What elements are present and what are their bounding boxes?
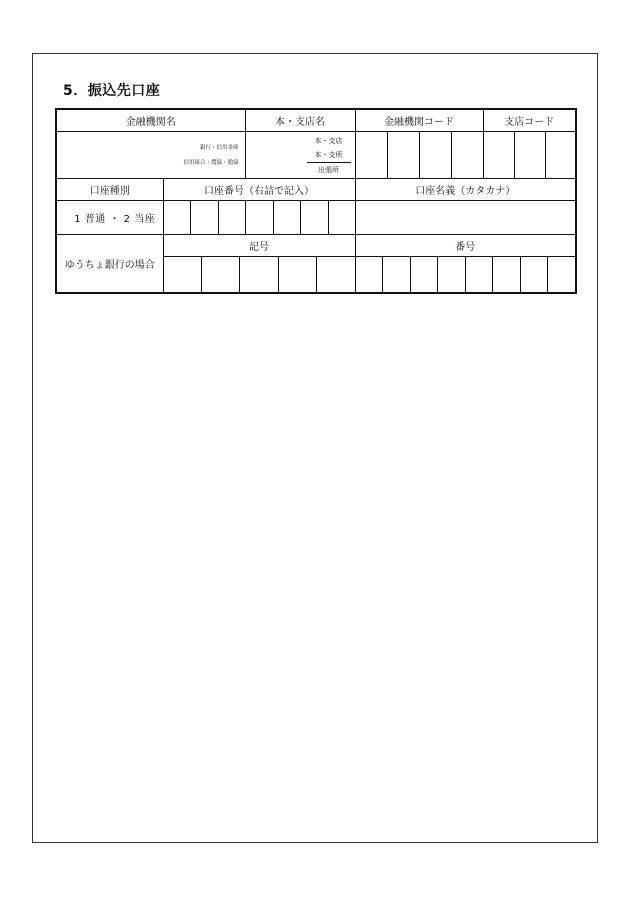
bank-name-field[interactable] [56,131,245,178]
yucho-number-box-4[interactable] [438,257,465,292]
yucho-number-box-7[interactable] [520,257,547,292]
bank-code-box-3[interactable] [419,131,451,178]
yucho-number-box-8[interactable] [548,257,575,292]
bank-code-header: 金融機関コード [355,109,483,131]
yucho-symbol-box-1[interactable] [164,257,202,292]
branch-name-field[interactable] [245,131,355,178]
branch-code-box-2[interactable] [514,131,545,178]
yucho-label: ゆうちょ銀行の場合 [56,234,163,293]
yucho-number-box-5[interactable] [465,257,492,292]
branch-type-line-3: 出張所 [307,162,351,177]
yucho-symbol-box-2[interactable] [202,257,240,292]
account-type-header: 口座種別 [56,178,163,200]
account-number-box-1[interactable] [163,200,190,234]
yucho-number-box-3[interactable] [410,257,437,292]
yucho-symbol-boxes [163,256,355,293]
yucho-symbol-box-3[interactable] [240,257,278,292]
bank-code-box-1[interactable] [355,131,387,178]
account-holder-header: 口座名義（カタカナ） [355,178,576,200]
bank-name-header: 金融機関名 [56,109,245,131]
branch-code-header: 支店コード [483,109,576,131]
account-holder-field[interactable] [355,200,576,234]
branch-type-line-2: 本・支所 [314,150,343,159]
account-number-box-5[interactable] [273,200,300,234]
account-number-box-6[interactable] [300,200,328,234]
account-number-box-2[interactable] [190,200,218,234]
bank-code-box-4[interactable] [451,131,483,178]
bank-code-box-2[interactable] [387,131,419,178]
yucho-symbol-box-5[interactable] [316,257,354,292]
yucho-number-box-1[interactable] [356,257,383,292]
yucho-symbol-header: 記号 [163,234,355,256]
yucho-number-box-6[interactable] [493,257,520,292]
yucho-number-boxes [355,256,576,293]
branch-code-box-1[interactable] [483,131,514,178]
bank-type-line-1: 銀行・信用金庫 [199,144,239,151]
bank-type-line-2: 信用組合・農協・漁協 [183,159,239,166]
yucho-number-header: 番号 [355,234,576,256]
account-number-box-4[interactable] [245,200,273,234]
branch-code-box-3[interactable] [545,131,576,178]
account-number-box-3[interactable] [218,200,245,234]
account-number-header: 口座番号（右詰で記入） [163,178,355,200]
account-type-options[interactable]: 1 普通 ・ 2 当座 [56,200,163,234]
branch-type-line-1: 本・支店 [314,136,343,145]
branch-name-header: 本・支店名 [245,109,355,131]
section-title: 5．振込先口座 [63,83,161,99]
yucho-symbol-box-4[interactable] [278,257,316,292]
account-number-box-7[interactable] [328,200,355,234]
yucho-number-box-2[interactable] [383,257,410,292]
transfer-account-form [55,108,577,294]
